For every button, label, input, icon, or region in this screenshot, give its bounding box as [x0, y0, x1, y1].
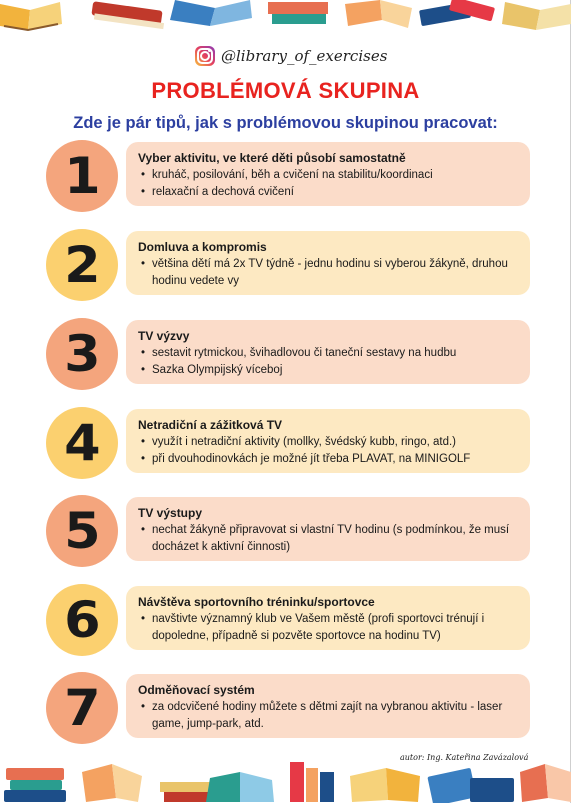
books-bottom-decoration	[0, 742, 571, 803]
number-circle	[46, 140, 118, 212]
tip-number: 4	[63, 414, 101, 472]
handle-text: @library_of_exercises	[221, 47, 388, 65]
books-top-decoration	[0, 0, 571, 36]
tip-bullet: • Sazka Olympijský víceboj	[138, 362, 520, 379]
tip-title: Vyber aktivitu, ve které děti působí samostatně	[138, 151, 406, 165]
tip-card	[126, 231, 530, 295]
number-circle	[46, 584, 118, 656]
page-subtitle: Zde je pár tipů, jak s problémovou skupinou pracovat:	[73, 114, 498, 132]
tip-item-3	[46, 318, 532, 388]
book-icon	[502, 2, 571, 30]
tip-item-4	[46, 407, 532, 477]
instagram-icon	[195, 46, 215, 66]
number-circle	[46, 672, 118, 744]
book-icon	[290, 762, 334, 802]
tip-card	[126, 497, 530, 561]
number-circle	[46, 407, 118, 479]
number-circle	[46, 318, 118, 390]
book-icon	[427, 768, 514, 803]
tip-number: 6	[63, 591, 101, 649]
tip-title: TV výzvy	[138, 329, 190, 343]
book-icon	[520, 764, 571, 802]
tip-card	[126, 674, 530, 738]
tip-bullet: • relaxační a dechová cvičení	[138, 184, 520, 201]
tip-title: TV výstupy	[138, 506, 203, 520]
tip-card	[126, 142, 530, 206]
instagram-handle[interactable]	[195, 44, 387, 68]
book-icon	[4, 768, 66, 802]
tip-bullet: • sestavit rytmickou, švihadlovou či taneční sestavy na hudbu	[138, 345, 520, 362]
tip-bullet: • kruháč, posilování, běh a cvičení na stabilitu/koordinaci	[138, 167, 520, 184]
number-circle	[46, 495, 118, 567]
book-icon	[419, 0, 495, 26]
tip-card	[126, 586, 530, 650]
tip-title: Odměňovací systém	[138, 683, 255, 697]
tip-item-1	[46, 140, 532, 210]
tip-number: 7	[63, 679, 101, 737]
tip-item-7	[46, 672, 532, 742]
tip-item-6	[46, 584, 532, 654]
book-icon	[0, 2, 62, 30]
book-icon	[170, 0, 252, 26]
book-icon	[206, 772, 274, 802]
book-icon	[82, 764, 142, 802]
tip-title: Návštěva sportovního tréninku/sportovce	[138, 595, 375, 609]
book-icon	[91, 1, 164, 29]
tip-card	[126, 409, 530, 473]
tip-number: 3	[63, 325, 101, 383]
book-icon	[268, 2, 328, 24]
author-credit: autor: Ing. Kateřina Zavázalová	[400, 753, 529, 762]
tip-item-2	[46, 229, 532, 299]
tip-bullet: • nechat žákyně připravovat si vlastní TV hodinu (s podmínkou, že musí docházet k aktivní činnosti)	[138, 522, 520, 556]
tip-bullet: • za odcvičené hodiny můžete s dětmi zajít na vybranou aktivitu - laser game, jump-park, atd.	[138, 699, 520, 733]
tip-bullet: • využít i netradiční aktivity (mollky, švédský kubb, ringo, atd.)	[138, 434, 520, 451]
tip-bullet: • většina dětí má 2x TV týdně - jednu hodinu si vyberou žákyně, druhou hodinu vedete vy	[138, 256, 520, 290]
tip-number: 2	[63, 236, 101, 294]
page-title: PROBLÉMOVÁ SKUPINA	[151, 78, 420, 103]
number-circle	[46, 229, 118, 301]
tip-card	[126, 320, 530, 384]
book-icon	[345, 0, 412, 28]
tip-number: 5	[63, 502, 101, 560]
book-icon	[350, 768, 420, 802]
tip-bullet: • při dvouhodinovkách je možné jít třeba PLAVAT, na MINIGOLF	[138, 451, 520, 468]
tip-title: Netradiční a zážitková TV	[138, 418, 283, 432]
tip-item-5	[46, 495, 532, 565]
tip-title: Domluva a kompromis	[138, 240, 267, 254]
tip-bullet: • navštivte významný klub ve Vašem městě (profi sportovci trénují i dopoledne, případně si pozvěte sportovce na hodinu TV)	[138, 611, 520, 645]
tip-number: 1	[63, 147, 101, 205]
